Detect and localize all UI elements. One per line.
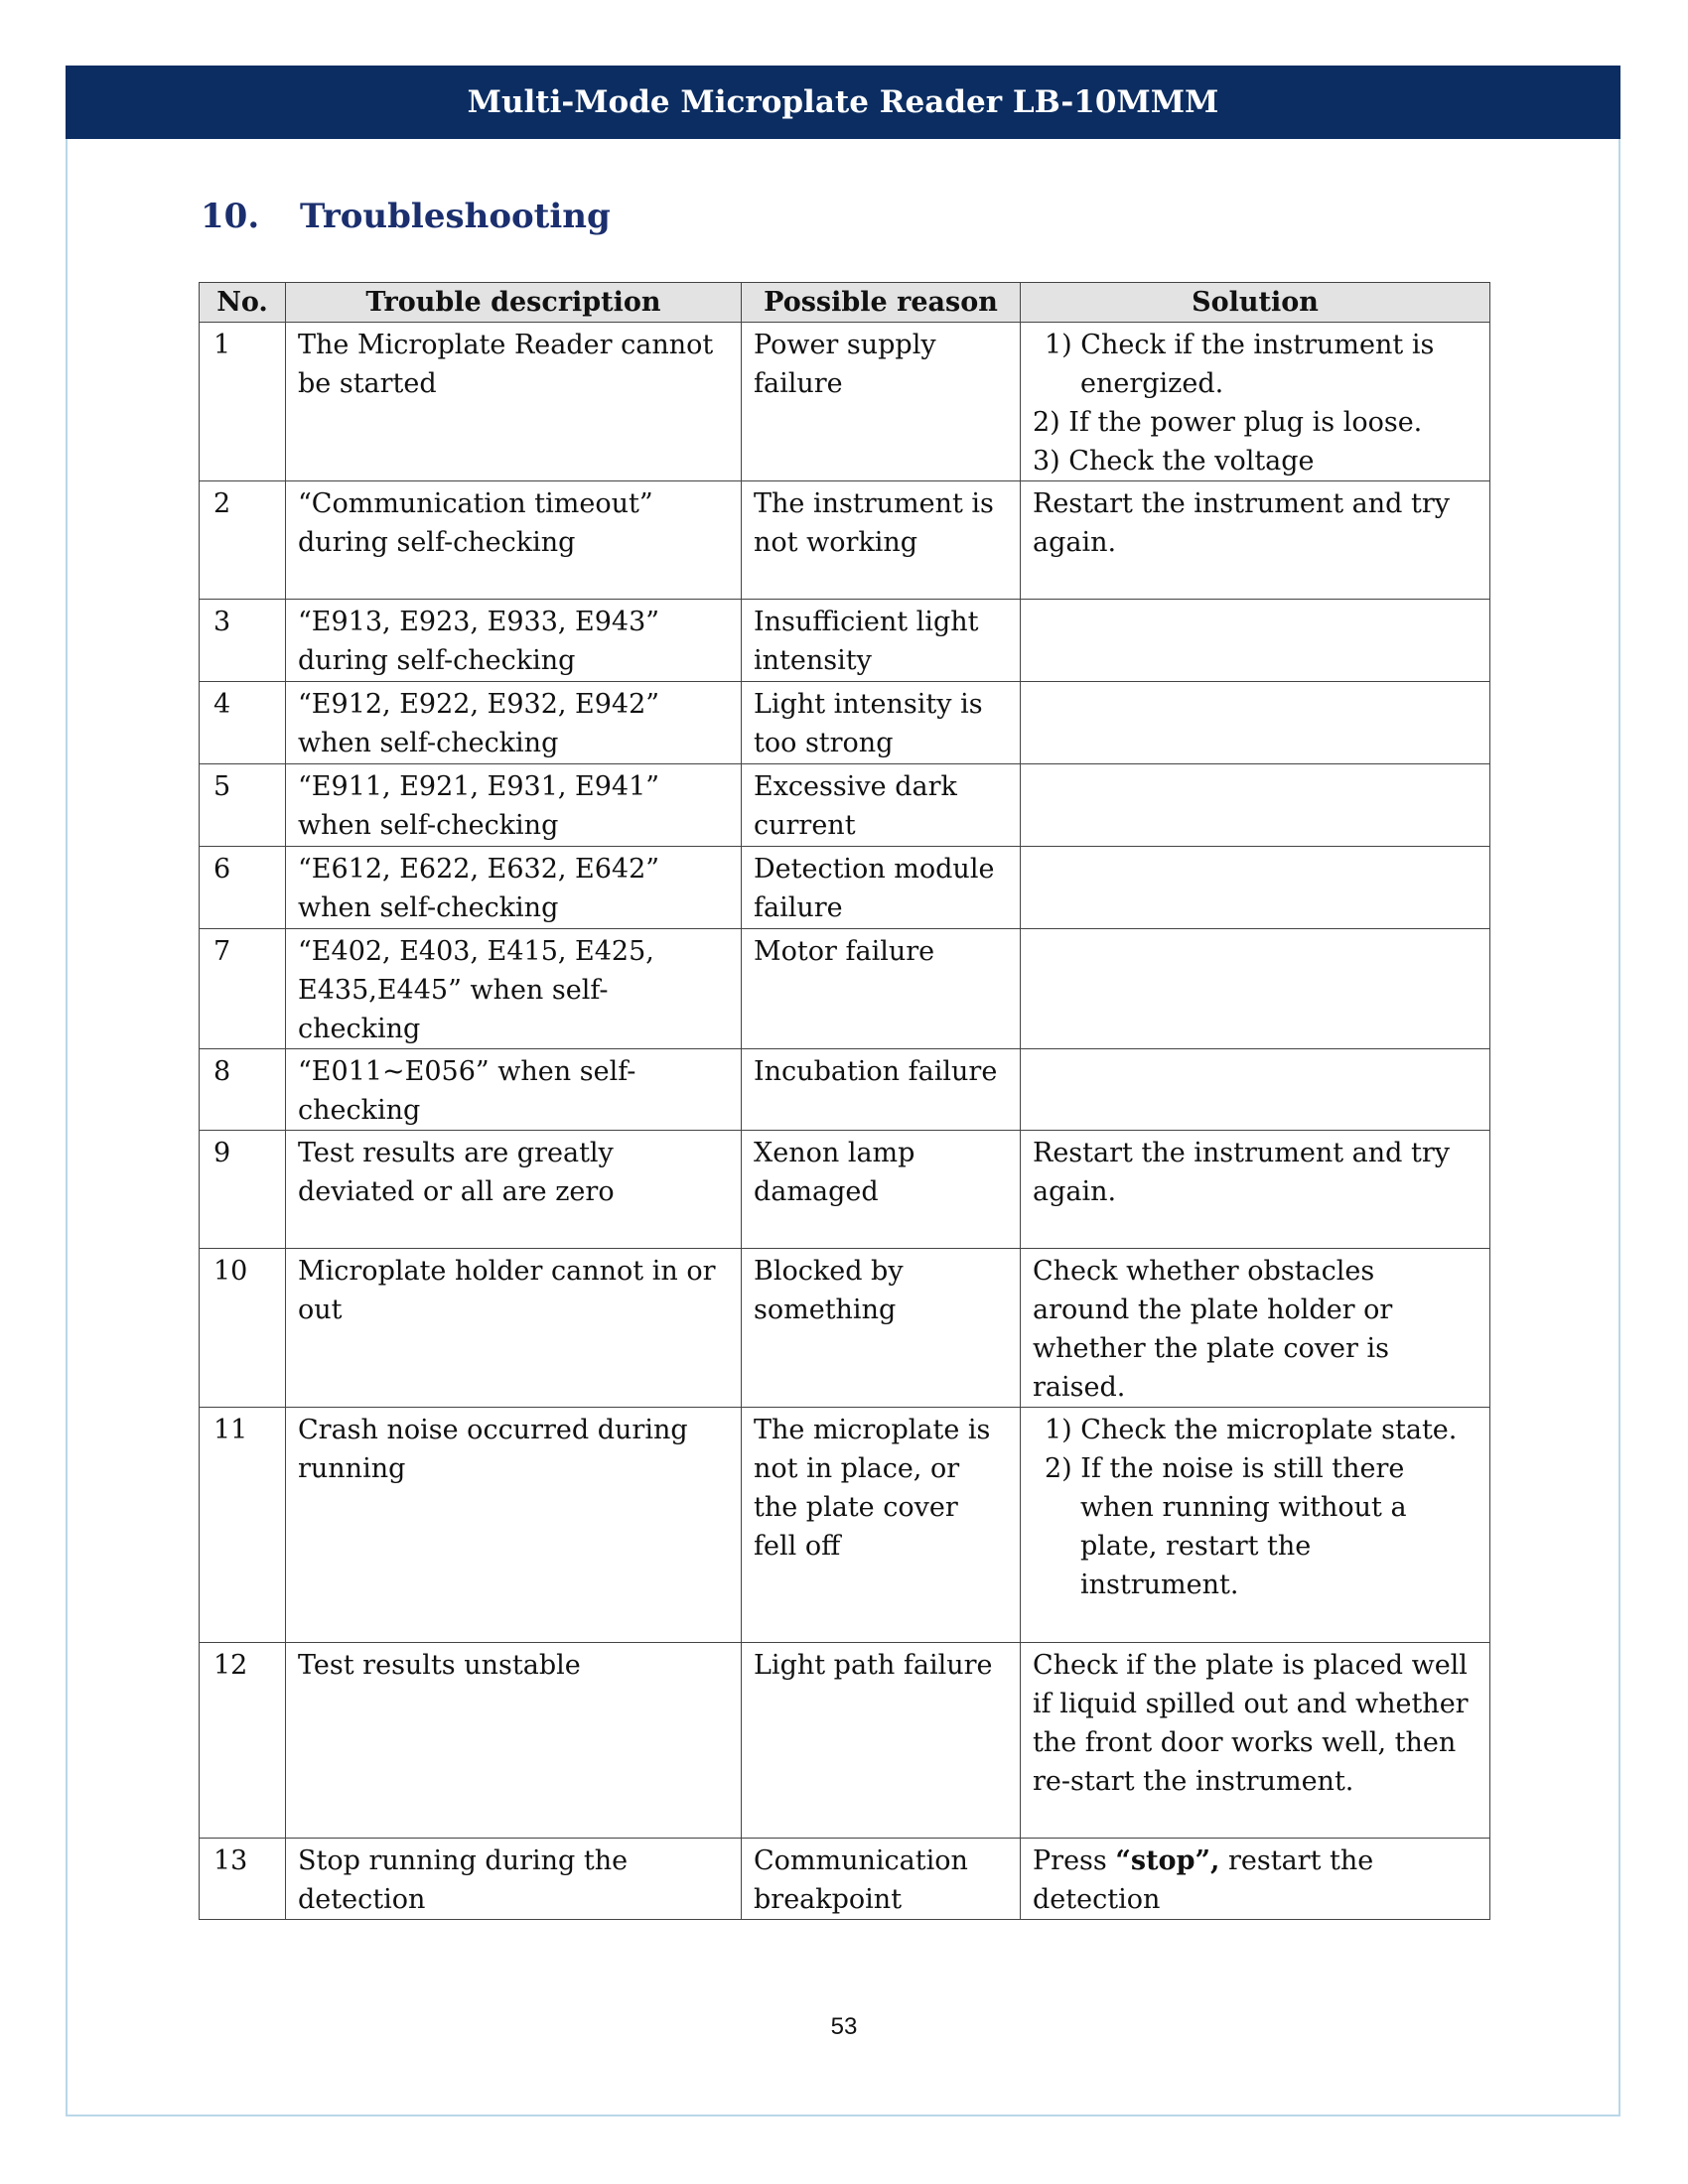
solution-list-item: 2) If the noise is still there when running without a plate, restart the instrument. (1045, 1453, 1407, 1600)
page-number: 53 (830, 2013, 858, 2040)
table-row (200, 1131, 1490, 1249)
table-row (200, 1408, 1490, 1643)
possible-reason: Blocked by something (742, 1249, 1021, 1408)
trouble-description: Stop running during the detection (286, 1839, 742, 1920)
row-number: 8 (200, 1049, 286, 1131)
trouble-description: “Communication timeout” during self-checking (286, 481, 742, 600)
table-row (200, 1249, 1490, 1408)
row-number: 10 (200, 1249, 286, 1408)
column-header-no: No. (200, 283, 286, 323)
solution-text-prefix: Press (1033, 1845, 1116, 1876)
solution (1021, 1049, 1490, 1131)
table-row (200, 1049, 1490, 1131)
solution (1021, 1839, 1490, 1920)
column-header-reason: Possible reason (742, 283, 1021, 323)
possible-reason: Incubation failure (742, 1049, 1021, 1131)
possible-reason: The instrument is not working (742, 481, 1021, 600)
table-row (200, 1839, 1490, 1920)
trouble-description: “E913, E923, E933, E943” during self-checking (286, 600, 742, 682)
solution-list-item: 1) Check if the instrument is energized. (1045, 330, 1435, 399)
solution: Check if the plate is placed well if liquid spilled out and whether the front door works well, then re-start the instrument. (1021, 1643, 1490, 1839)
trouble-description: “E011~E056” when self-checking (286, 1049, 742, 1131)
row-number: 7 (200, 929, 286, 1049)
solution-list-item: 2) If the power plug is loose. (1033, 407, 1423, 438)
stop-keyword: “stop”, (1115, 1845, 1220, 1876)
trouble-description: “E402, E403, E415, E425, E435,E445” when self-checking (286, 929, 742, 1049)
table-header-row (200, 283, 1490, 323)
trouble-description: Test results unstable (286, 1643, 742, 1839)
solution (1021, 323, 1490, 481)
possible-reason: Light intensity is too strong (742, 682, 1021, 764)
row-number: 2 (200, 481, 286, 600)
section-title: Troubleshooting (300, 197, 611, 236)
column-header-solution: Solution (1021, 283, 1490, 323)
table-row (200, 929, 1490, 1049)
row-number: 6 (200, 847, 286, 929)
table-row (200, 1643, 1490, 1839)
section-heading (201, 197, 611, 236)
table-row (200, 682, 1490, 764)
row-number: 4 (200, 682, 286, 764)
document-header-banner: Multi-Mode Microplate Reader LB-10MMM (66, 66, 1620, 139)
possible-reason: Communication breakpoint (742, 1839, 1021, 1920)
row-number: 5 (200, 764, 286, 847)
row-number: 9 (200, 1131, 286, 1249)
solution (1021, 847, 1490, 929)
solution (1021, 1408, 1490, 1643)
trouble-description: Microplate holder cannot in or out (286, 1249, 742, 1408)
solution: Restart the instrument and try again. (1021, 1131, 1490, 1249)
troubleshooting-table (199, 282, 1490, 1920)
row-number: 1 (200, 323, 286, 481)
table-row (200, 600, 1490, 682)
solution (1021, 600, 1490, 682)
possible-reason: Light path failure (742, 1643, 1021, 1839)
possible-reason: Xenon lamp damaged (742, 1131, 1021, 1249)
table-row (200, 764, 1490, 847)
table-row (200, 323, 1490, 481)
possible-reason: Excessive dark current (742, 764, 1021, 847)
trouble-description: “E912, E922, E932, E942” when self-checking (286, 682, 742, 764)
solution (1021, 682, 1490, 764)
solution-list-item: 1) Check the microplate state. (1045, 1415, 1458, 1445)
possible-reason: The microplate is not in place, or the plate cover fell off (742, 1408, 1021, 1643)
section-number: 10. (201, 197, 260, 236)
row-number: 3 (200, 600, 286, 682)
possible-reason: Insufficient light intensity (742, 600, 1021, 682)
row-number: 13 (200, 1839, 286, 1920)
row-number: 11 (200, 1408, 286, 1643)
table-row (200, 847, 1490, 929)
trouble-description: Crash noise occurred during running (286, 1408, 742, 1643)
trouble-description: The Microplate Reader cannot be started (286, 323, 742, 481)
solution-list-item: 3) Check the voltage (1033, 446, 1315, 477)
possible-reason: Detection module failure (742, 847, 1021, 929)
trouble-description: “E612, E622, E632, E642” when self-checking (286, 847, 742, 929)
trouble-description: Test results are greatly deviated or all are zero (286, 1131, 742, 1249)
column-header-description: Trouble description (286, 283, 742, 323)
possible-reason: Motor failure (742, 929, 1021, 1049)
row-number: 12 (200, 1643, 286, 1839)
solution (1021, 929, 1490, 1049)
table-row (200, 481, 1490, 600)
solution (1021, 764, 1490, 847)
trouble-description: “E911, E921, E931, E941” when self-checking (286, 764, 742, 847)
solution-text-suffix: restart the detection (1033, 1845, 1374, 1915)
solution: Restart the instrument and try again. (1021, 481, 1490, 600)
possible-reason: Power supply failure (742, 323, 1021, 481)
solution: Check whether obstacles around the plate holder or whether the plate cover is raised. (1021, 1249, 1490, 1408)
